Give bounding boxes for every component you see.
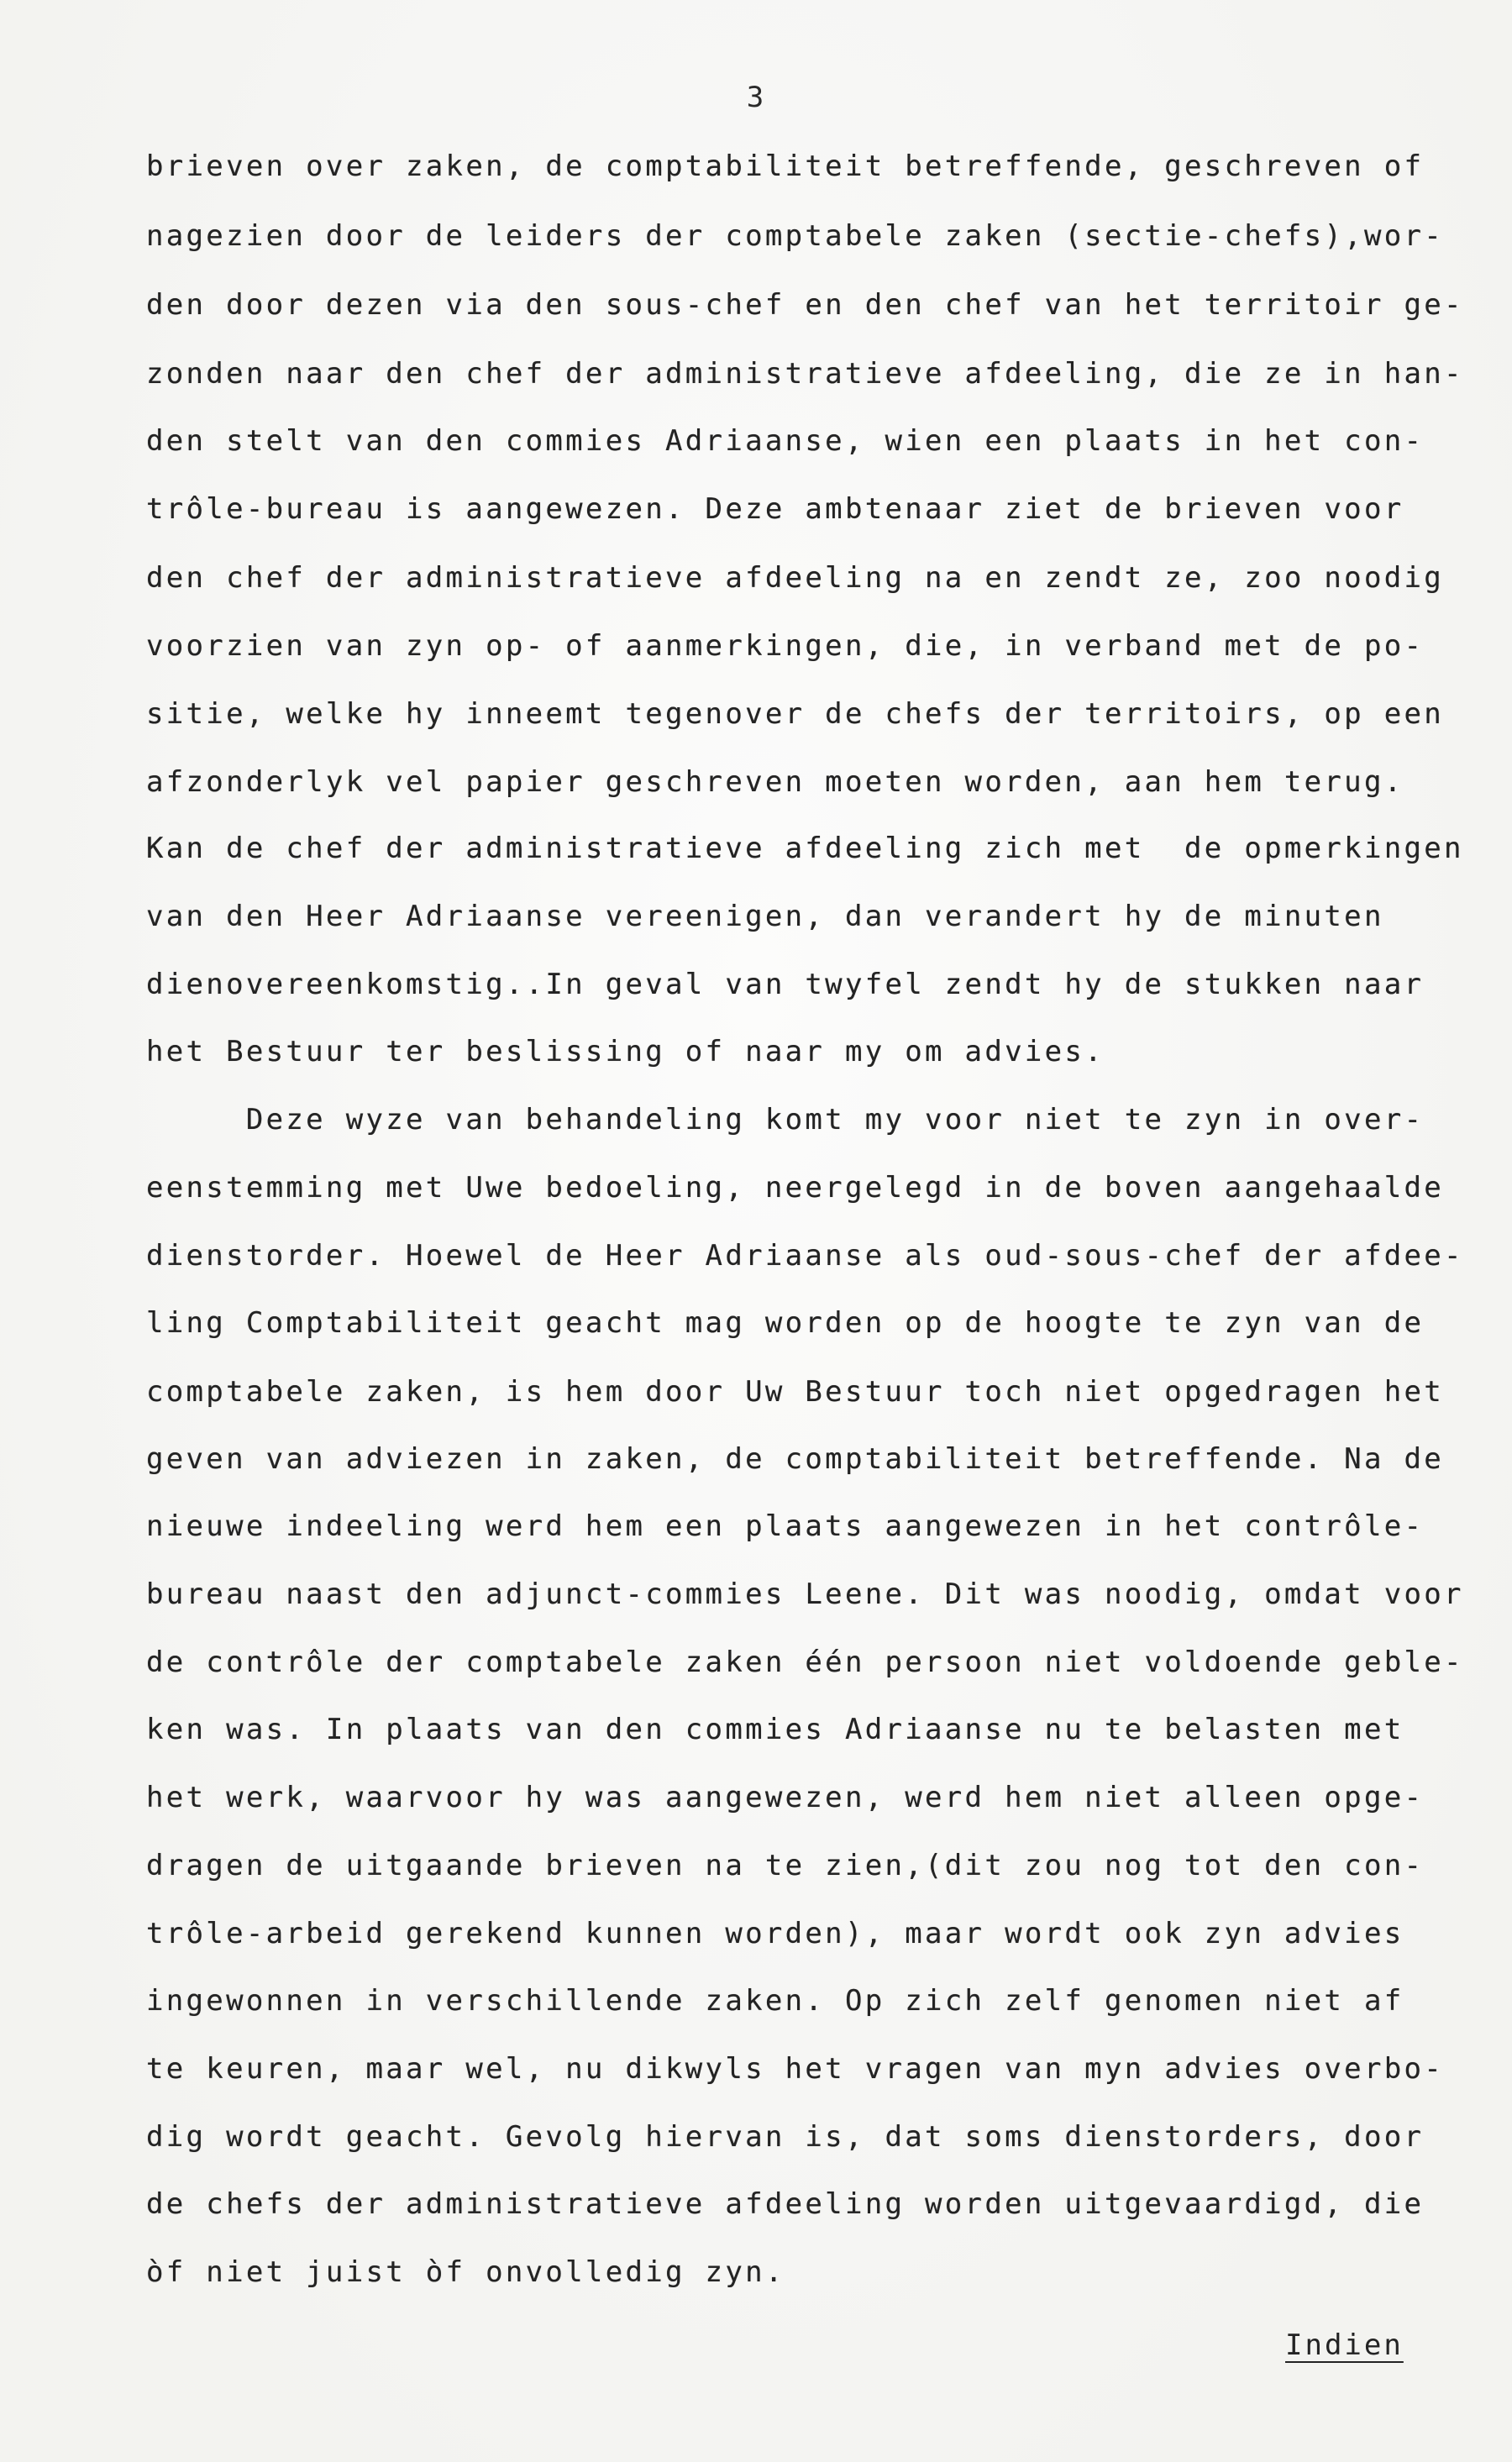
text-line: den chef der administratieve afdeeling na en zendt ze, zoo noodig: [146, 561, 1445, 595]
text-line: dienstorder. Hoewel de Heer Adriaanse als oud-sous-chef der afdee-: [146, 1239, 1464, 1273]
text-line: Deze wyze van behandeling komt my voor niet te zyn in over-: [146, 1103, 1425, 1137]
text-line: het werk, waarvoor hy was aangewezen, werd hem niet alleen opge-: [146, 1781, 1425, 1814]
text-line: het Bestuur ter beslissing of naar my om advies.: [146, 1035, 1105, 1068]
text-line: nagezien door de leiders der comptabele zaken (sectie-chefs),wor-: [146, 219, 1445, 253]
text-line: de chefs der administratieve afdeeling worden uitgevaardigd, die: [146, 2187, 1425, 2221]
text-line: ingewonnen in verschillende zaken. Op zich zelf genomen niet af: [146, 1984, 1404, 2018]
text-line: eenstemming met Uwe bedoeling, neergelegd in de boven aangehaalde: [146, 1171, 1445, 1205]
text-line: voorzien van zyn op- of aanmerkingen, die, in verband met de po-: [146, 629, 1425, 663]
text-line: brieven over zaken, de comptabiliteit betreffende, geschreven of: [146, 150, 1425, 183]
text-line: ken was. In plaats van den commies Adriaanse nu te belasten met: [146, 1713, 1404, 1746]
text-line: den door dezen via den sous-chef en den chef van het territoir ge-: [146, 288, 1464, 322]
text-line: zonden naar den chef der administratieve afdeeling, die ze in han-: [146, 357, 1464, 391]
text-line: dig wordt geacht. Gevolg hiervan is, dat soms dienstorders, door: [146, 2120, 1425, 2154]
text-line: te keuren, maar wel, nu dikwyls het vragen van myn advies overbo-: [146, 2052, 1445, 2086]
text-line: sitie, welke hy inneemt tegenover de chefs der territoirs, op een: [146, 697, 1445, 731]
text-line: nieuwe indeeling werd hem een plaats aangewezen in het contrôle-: [146, 1509, 1425, 1543]
catchword: Indien: [1285, 2328, 1404, 2362]
text-line: den stelt van den commies Adriaanse, wien een plaats in het con-: [146, 424, 1425, 458]
text-line: afzonderlyk vel papier geschreven moeten worden, aan hem terug.: [146, 765, 1404, 799]
text-line: comptabele zaken, is hem door Uw Bestuur toch niet opgedragen het: [146, 1375, 1445, 1409]
text-line: de contrôle der comptabele zaken één persoon niet voldoende geble-: [146, 1646, 1464, 1679]
text-line: geven van adviezen in zaken, de comptabiliteit betreffende. Na de: [146, 1442, 1445, 1476]
text-line: dienovereenkomstig..In geval van twyfel zendt hy de stukken naar: [146, 968, 1425, 1001]
text-line: trôle-bureau is aangewezen. Deze ambtenaar ziet de brieven voor: [146, 492, 1404, 526]
text-line: òf niet juist òf onvolledig zyn.: [146, 2255, 785, 2289]
text-line: van den Heer Adriaanse vereenigen, dan verandert hy de minuten: [146, 900, 1384, 933]
text-line: trôle-arbeid gerekend kunnen worden), maar wordt ook zyn advies: [146, 1917, 1404, 1950]
text-line: Kan de chef der administratieve afdeeling zich met de opmerkingen: [146, 832, 1464, 865]
text-line: ling Comptabiliteit geacht mag worden op de hoogte te zyn van de: [146, 1306, 1425, 1340]
text-line: bureau naast den adjunct-commies Leene. Dit was noodig, omdat voor: [146, 1577, 1464, 1611]
text-line: dragen de uitgaande brieven na te zien,(dit zou nog tot den con-: [146, 1849, 1425, 1882]
page-number: 3: [746, 81, 766, 114]
